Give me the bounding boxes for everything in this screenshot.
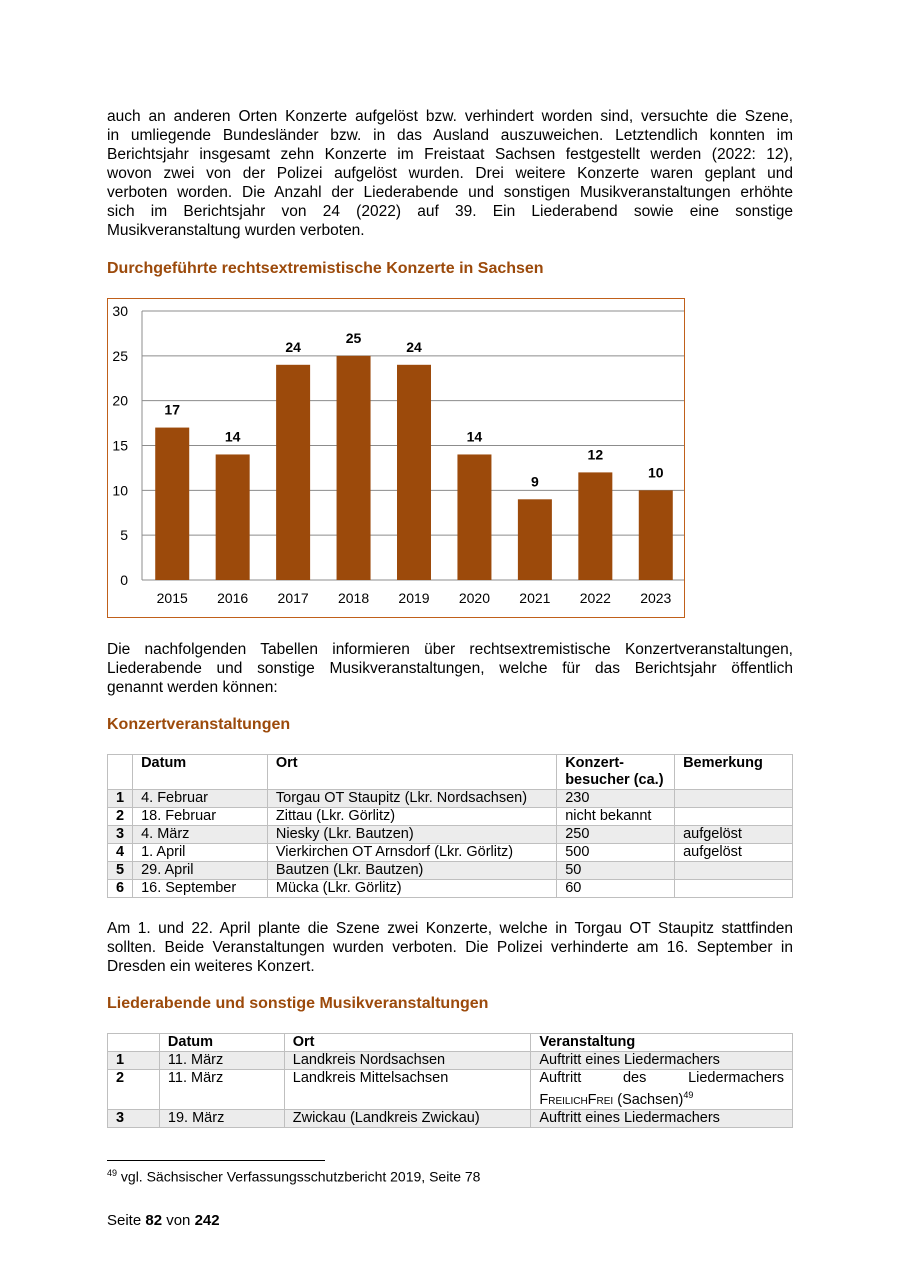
bar [639,490,673,580]
y-tick-label: 30 [112,303,128,319]
x-tick-label: 2020 [458,590,491,606]
row-bemerkung: aufgelöst [675,844,793,862]
row-number: 4 [108,844,133,862]
header-cell-datum: Datum [159,1034,284,1052]
bar-chart [108,299,684,617]
row-besucher: 250 [557,826,675,844]
songs-table [107,1033,793,1128]
row-datum: 11. März [159,1070,284,1110]
footnote-reference[interactable]: 49 [683,1090,694,1100]
chart-container [107,298,685,618]
x-tick-label: 2023 [640,590,672,606]
data-label: 24 [406,338,422,355]
bar [337,356,371,580]
row-datum: 1. April [133,844,268,862]
concerts-table [107,754,793,898]
row-number: 2 [108,808,133,826]
row-besucher: nicht bekannt [557,808,675,826]
data-label: 17 [164,401,181,418]
row-ort: Vierkirchen OT Arnsdorf (Lkr. Görlitz) [267,844,556,862]
table-header-row [108,1034,793,1052]
row-datum: 29. April [133,862,268,880]
intro-line: Musikveranstaltung wurden verboten. [107,222,365,239]
bar [155,428,189,580]
x-tick-label: 2016 [217,590,249,606]
header-cell-nr [108,755,133,790]
x-tick-label: 2018 [337,590,370,606]
header-cell-besucher [557,755,675,790]
row-number: 5 [108,862,133,880]
row-bemerkung: aufgelöst [675,826,793,844]
x-tick-label: 2019 [398,590,430,606]
table-row [108,790,793,808]
row-ort: Mücka (Lkr. Görlitz) [267,880,556,898]
row-bemerkung [675,808,793,826]
row-bemerkung [675,880,793,898]
table-row [108,844,793,862]
footnote-divider [107,1160,325,1161]
bar [216,454,250,580]
events-line: Dresden ein weiteres Konzert. [107,958,315,975]
table-row [108,862,793,880]
tables-intro-paragraph [107,640,793,697]
intro-line: auch an anderen Orten Konzerte aufgelöst bzw. verhindert worden sind, versuchte die Szene, [107,108,793,125]
events-line: Am 1. und 22. April plante die Szene zwei Konzerte, welche in Torgau OT Staupitz stattfinden [107,920,793,937]
intro-line: sich im Berichtsjahr von 24 (2022) auf 39. Ein Liederabend sowie eine sonstige [107,203,793,220]
bar [578,472,612,580]
intro-line: in umliegende Bundesländer bzw. in das Ausland auszuweichen. Letztendlich konnten im [107,127,793,144]
page-total: 242 [194,1212,220,1229]
row-besucher: 50 [557,862,675,880]
table-header-row [108,755,793,790]
header-cell-veranstaltung: Veranstaltung [531,1034,793,1052]
footnote [107,1168,480,1185]
row-ort: Torgau OT Staupitz (Lkr. Nordsachsen) [267,790,556,808]
row-datum: 19. März [159,1109,284,1127]
intro-line: verboten worden. Die Anzahl der Liederabende und sonstigen Musikveranstaltungen erhöhte [107,184,793,201]
footnote-number: 49 [107,1168,118,1178]
y-tick-label: 5 [120,527,128,544]
header-cell-ort: Ort [284,1034,531,1052]
x-tick-label: 2021 [519,590,551,606]
data-label: 14 [224,428,241,445]
events-paragraph [107,919,793,976]
row-datum: 4. März [133,826,268,844]
row-number: 3 [108,1109,160,1127]
table-row [108,880,793,898]
row-besucher: 230 [557,790,675,808]
page-middle: von [162,1212,195,1229]
intro-line: Berichtsjahr insgesamt zehn Konzerte im Freistaat Sachsen festgestellt werden (2022: 12), [107,146,793,163]
row-datum: 11. März [159,1052,284,1070]
data-label: 12 [587,446,604,463]
row-datum: 16. September [133,880,268,898]
table-row [108,808,793,826]
tables-intro-line: Liederabende und sonstige Musikveranstaltungen, welche für das Berichtsjahr öffentlich [107,660,793,677]
table-row [108,1052,793,1070]
songs-heading: Liederabende und sonstige Musikveranstaltungen [107,995,489,1012]
intro-paragraph [107,107,793,240]
veranstaltung-line2 [539,1087,784,1109]
bar [518,499,552,580]
row-number: 2 [108,1070,160,1110]
concerts-heading: Konzertveranstaltungen [107,716,291,733]
y-tick-label: 0 [120,572,128,588]
row-number: 1 [108,1052,160,1070]
y-tick-label: 10 [112,482,128,499]
row-number: 6 [108,880,133,898]
y-tick-label: 15 [112,437,128,454]
row-veranstaltung: Auftritt eines Liedermachers [531,1109,793,1127]
header-besucher-line2: besucher (ca.) [565,772,664,788]
intro-line: wovon zwei von der Polizei aufgelöst wurden. Drei weitere Konzerte waren geplant und [107,165,793,182]
table-row [108,1070,793,1110]
row-ort: Landkreis Mittelsachsen [284,1070,531,1110]
veranstaltung-line1: Auftritt des Liedermachers [539,1070,784,1086]
bar [276,365,310,580]
page-current: 82 [145,1212,163,1229]
data-label: 14 [466,428,483,445]
data-label: 25 [345,329,362,346]
row-number: 3 [108,826,133,844]
x-tick-label: 2022 [579,590,611,606]
row-datum: 4. Februar [133,790,268,808]
x-tick-label: 2015 [156,590,188,606]
data-label: 9 [530,473,539,490]
page-number [107,1212,220,1229]
bar [397,365,431,580]
page-prefix: Seite [107,1212,146,1229]
row-ort: Zwickau (Landkreis Zwickau) [284,1109,531,1127]
header-besucher-line1: Konzert- [565,755,625,771]
row-ort: Niesky (Lkr. Bautzen) [267,826,556,844]
row-ort: Zittau (Lkr. Görlitz) [267,808,556,826]
band-name: FreilichFrei [539,1091,614,1108]
row-ort: Bautzen (Lkr. Bautzen) [267,862,556,880]
bar [457,454,491,580]
header-cell-bemerkung: Bemerkung [675,755,793,790]
y-tick-label: 25 [112,347,128,364]
tables-intro-line: Die nachfolgenden Tabellen informieren über rechtsextremistische Konzertveranstaltungen, [107,641,793,658]
header-cell-ort: Ort [267,755,556,790]
row-veranstaltung: Auftritt eines Liedermachers [531,1052,793,1070]
data-label: 24 [285,338,301,355]
y-tick-label: 20 [112,392,128,409]
row-datum: 18. Februar [133,808,268,826]
tables-intro-line: genannt werden können: [107,679,278,696]
chart-heading: Durchgeführte rechtsextremistische Konzerte in Sachsen [107,260,544,277]
table-row [108,826,793,844]
data-label: 10 [647,464,664,481]
row-besucher: 60 [557,880,675,898]
header-cell-datum: Datum [133,755,268,790]
row-ort: Landkreis Nordsachsen [284,1052,531,1070]
x-tick-label: 2017 [277,590,309,606]
footnote-text: vgl. Sächsischer Verfassungsschutzbericht 2019, Seite 78 [117,1168,481,1185]
row-bemerkung [675,862,793,880]
row-number: 1 [108,790,133,808]
row-veranstaltung [531,1070,793,1110]
band-region: (Sachsen) [613,1091,684,1108]
row-besucher: 500 [557,844,675,862]
row-bemerkung [675,790,793,808]
table-row [108,1109,793,1127]
events-line: sollten. Beide Veranstaltungen wurden verboten. Die Polizei verhinderte am 16. September in [107,939,793,956]
header-cell-nr [108,1034,160,1052]
